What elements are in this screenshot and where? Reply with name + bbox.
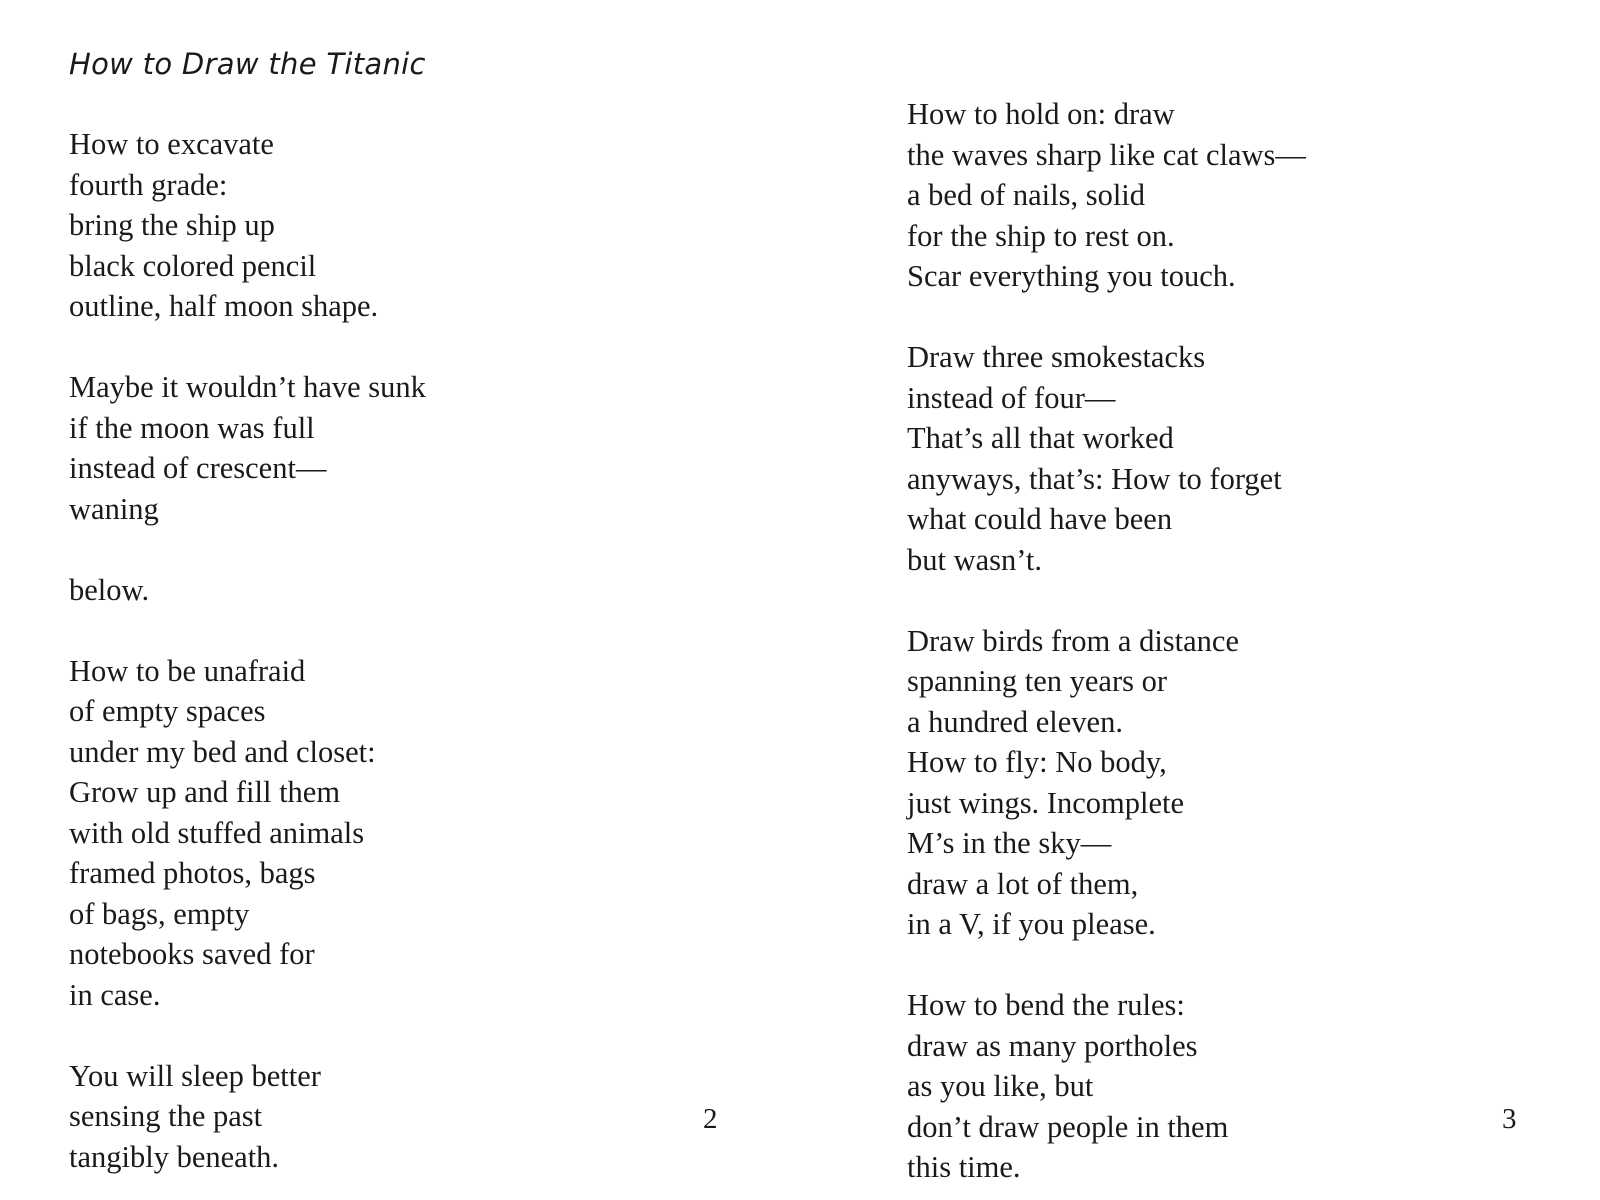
page-number: 2 xyxy=(703,1103,718,1135)
poem-line: instead of crescent— xyxy=(69,451,327,485)
poem-line: sensing the past xyxy=(69,1099,263,1133)
poem-line: Maybe it wouldn’t have sunk xyxy=(69,370,426,404)
poem-line: Draw birds from a distance xyxy=(907,623,1240,658)
poem-line: if the moon was full xyxy=(69,410,315,445)
stanza xyxy=(69,651,426,1016)
poem-line: Grow up and fill them xyxy=(69,775,341,809)
poem-line: You will sleep better xyxy=(69,1058,321,1093)
poem-line: as you like, but xyxy=(907,1069,1094,1103)
poem-line: Scar everything you touch. xyxy=(907,259,1236,293)
poem-line: but wasn’t. xyxy=(907,542,1042,577)
poem-line: don’t draw people in them xyxy=(907,1109,1229,1144)
poem-line: a hundred eleven. xyxy=(907,704,1123,739)
poem-line: framed photos, bags xyxy=(69,856,316,890)
poem-line: for the ship to rest on. xyxy=(907,218,1175,253)
poem-line: of bags, empty xyxy=(69,896,250,931)
page-number: 3 xyxy=(1502,1103,1517,1135)
poem-line: Draw three smokestacks xyxy=(907,340,1206,374)
poem-line: bring the ship up xyxy=(69,208,275,242)
stanza xyxy=(69,1056,426,1178)
left-poem-column xyxy=(69,124,426,1177)
poem-line: fourth grade: xyxy=(69,167,228,202)
poem-line: That’s all that worked xyxy=(907,421,1174,455)
poem-line: notebooks saved for xyxy=(69,937,315,971)
stanza xyxy=(907,621,1306,945)
poem-title: How to Draw the Titanic xyxy=(69,47,426,81)
poem-line: draw as many portholes xyxy=(907,1028,1198,1063)
poem-line: under my bed and closet: xyxy=(69,734,376,769)
stanza xyxy=(907,337,1306,580)
stanza xyxy=(69,124,426,327)
poem-line: How to fly: No body, xyxy=(907,745,1167,779)
poem-line: just wings. Incomplete xyxy=(907,785,1185,820)
poem-line: of empty spaces xyxy=(69,694,266,728)
poem-line: the waves sharp like cat claws— xyxy=(907,137,1306,172)
right-page xyxy=(800,0,1600,1200)
poem-line: How to be unafraid xyxy=(69,653,306,688)
stanza xyxy=(907,985,1306,1188)
poem-line: How to bend the rules: xyxy=(907,988,1185,1022)
poem-line: anyways, that’s: How to forget xyxy=(907,461,1282,496)
poem-line: How to hold on: draw xyxy=(907,97,1175,131)
poem-line: in case. xyxy=(69,977,161,1012)
poem-line: black colored pencil xyxy=(69,248,317,283)
poem-line: with old stuffed animals xyxy=(69,815,365,850)
poem-line: spanning ten years or xyxy=(907,664,1168,698)
poem-line: below. xyxy=(69,572,150,607)
poem-line: this time. xyxy=(907,1150,1021,1184)
poem-line: tangibly beneath. xyxy=(69,1139,280,1174)
poem-line: How to excavate xyxy=(69,127,274,161)
stanza xyxy=(69,570,426,611)
poem-line: outline, half moon shape. xyxy=(69,289,379,323)
poem-line: in a V, if you please. xyxy=(907,907,1156,941)
poem-line: what could have been xyxy=(907,502,1173,536)
poem-line: draw a lot of them, xyxy=(907,866,1139,901)
poem-line: waning xyxy=(69,491,159,526)
poem-line: instead of four— xyxy=(907,380,1116,415)
stanza xyxy=(69,367,426,529)
stanza xyxy=(907,94,1306,297)
poem-line: M’s in the sky— xyxy=(907,826,1112,860)
right-poem-column xyxy=(907,94,1306,1188)
poem-line: a bed of nails, solid xyxy=(907,178,1146,212)
